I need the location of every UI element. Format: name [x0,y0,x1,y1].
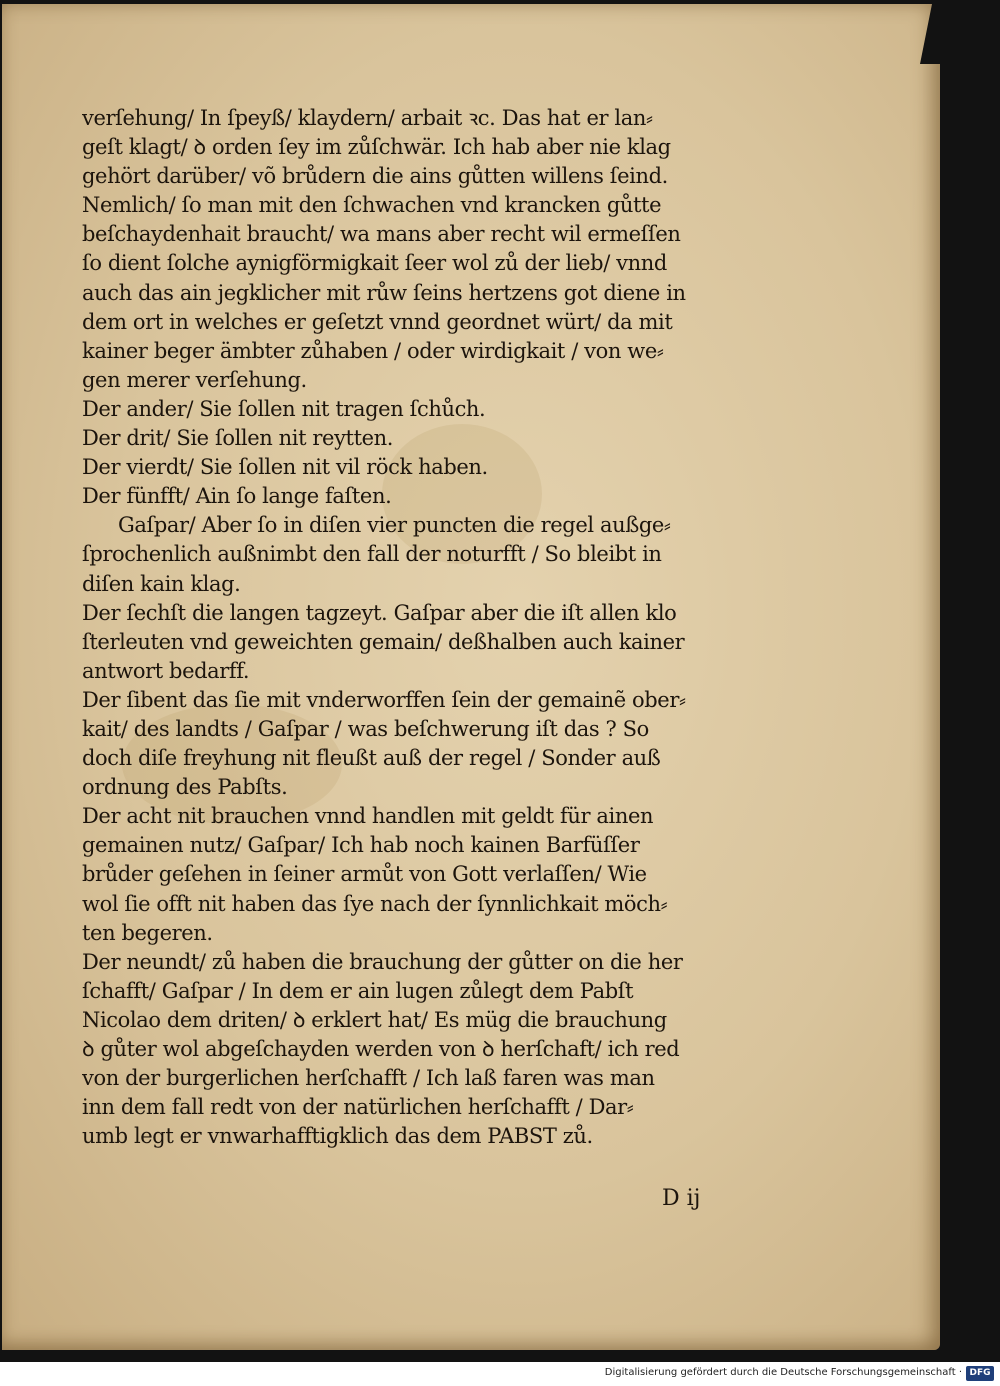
text-line: gen merer verſehung. [82,367,307,392]
footer-bar [0,1362,1000,1386]
text-line: umb legt er vnwarhafftigklich das dem PABST zů. [82,1124,593,1149]
text-line: ꝺ gůter wol abgeſchayden werden von ꝺ herſchaft/ ich red [82,1037,680,1061]
text-line: Der ander/ Sie ſollen nit tragen ſchůch. [82,396,486,421]
text-line: dem ort in welches er geſetzt vnnd geordnet würt/ da mit [82,309,673,334]
text-line: ſterleuten vnd geweichten gemain/ deßhalben auch kainer [82,629,685,654]
text-line: verſehung/ In ſpeyß/ klaydern/ arbait ꝛc. Das hat er lan⸗ [82,106,653,130]
text-line: ſo dient ſolche aynigförmigkait ſeer wol zů der lieb/ vnnd [82,251,667,276]
text-line: diſen kain klag. [82,571,241,596]
text-line: Nicolao dem driten/ ꝺ erklert hat/ Es müg die brauchung [82,1007,667,1032]
funding-credit: Digitalisierung gefördert durch die Deutsche Forschungsgemeinschaft · [604,1367,962,1378]
text-line: gehört darüber/ võ brůdern die ains gůtten willens ſeind. [82,164,668,189]
text-line: Der acht nit brauchen vnnd handlen mit geldt für ainen [82,804,654,829]
text-line: wol ſie offt nit haben das ſye nach der ſynnlichkait möch⸗ [82,891,668,916]
text-line: ten begeren. [82,920,213,945]
text-line: inn dem fall redt von der natürlichen herſchafft / Dar⸗ [82,1095,634,1120]
text-line: gemainen nutz/ Gaſpar/ Ich hab noch kainen Barfüſſer [82,833,640,858]
text-line: antwort bedarff. [82,658,250,683]
text-line: beſchaydenhait braucht/ wa mans aber recht wil ermeſſen [82,222,681,247]
text-line: Gaſpar/ Aber ſo in diſen vier puncten die regel außge⸗ [118,513,671,538]
text-line: Der ſechſt die langen tagzeyt. Gaſpar aber die iſt allen klo [82,600,677,625]
text-line: ordnung des Pabſts. [82,775,288,800]
text-line: Der ſibent das ſie mit vnderworffen ſein der gemainẽ ober⸗ [82,687,686,712]
dfg-logo: DFG [966,1366,994,1381]
text-line: kainer beger ämbter zůhaben / oder wirdigkait / von we⸗ [82,338,664,363]
text-line: Der vierdt/ Sie ſollen nit vil röck haben. [82,455,488,480]
text-line: doch diſe freyhung nit fleußt auß der regel / Sonder auß [82,746,661,771]
signature-mark: D ij [662,1186,701,1211]
text-line: ſchafft/ Gaſpar / In dem er ain lugen zůlegt dem Pabſt [82,978,634,1003]
text-line: brůder geſehen in ſeiner armůt von Gott verlaſſen/ Wie [82,862,647,887]
text-line: Der fünfft/ Ain ſo lange faſten. [82,484,392,509]
page-text [82,104,802,1151]
text-line: kait/ des landts / Gaſpar / was beſchwerung iſt das ? So [82,716,649,741]
text-line: Der neundt/ zů haben die brauchung der gůtter on die her [82,949,683,974]
text-line: Nemlich/ ſo man mit den ſchwachen vnd krancken gůtte [82,193,662,218]
text-line: geſt klagt/ ꝺ orden ſey im zůſchwär. Ich hab aber nie klag [82,135,671,160]
text-line: Der drit/ Sie ſollen nit reytten. [82,426,394,451]
text-line: von der burgerlichen herſchafft / Ich laß faren was man [82,1066,655,1091]
text-line: ſprochenlich außnimbt den fall der noturfft / So bleibt in [82,542,662,567]
text-line: auch das ain jegklicher mit růw ſeins hertzens got diene in [82,280,686,305]
